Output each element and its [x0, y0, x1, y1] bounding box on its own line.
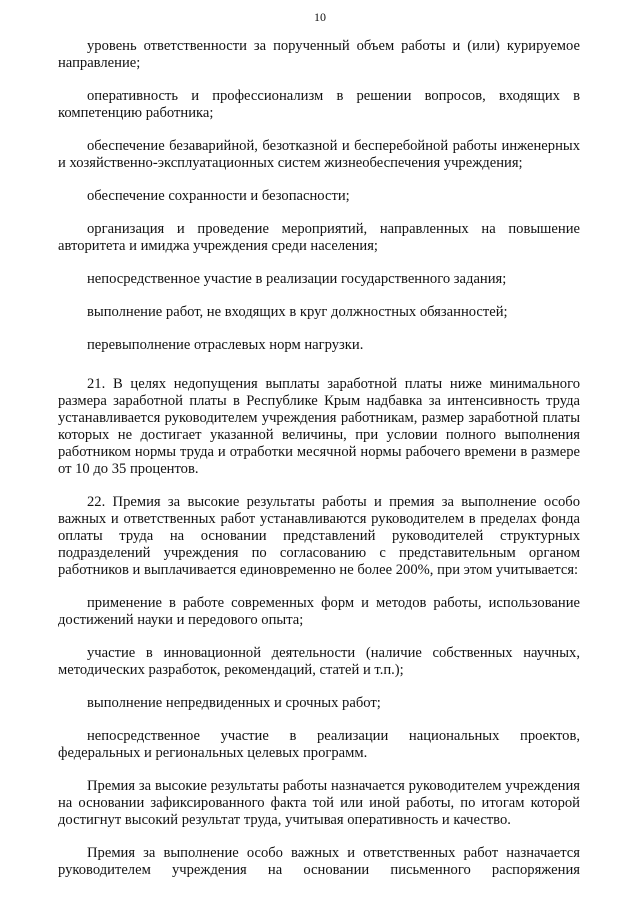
- paragraph-extra-duties: выполнение работ, не входящих в круг должностных обязанностей;: [87, 304, 508, 320]
- paragraph-urgent-work: выполнение непредвиденных и срочных работ;: [87, 695, 381, 711]
- paragraph-high-results-bonus: Премия за высокие результаты работы назначается руководителем учреждения на основании зафиксированного факта той или иной работы, по итогам которой достигнут высокий результат труда, учитывая оперативность и качество.: [58, 778, 580, 828]
- paragraph-clause-21: 21. В целях недопущения выплаты заработной платы ниже минимального размера заработной платы в Республике Крым надбавка за интенсивность труда устанавливается руководителем учреждения работникам, размер заработной платы которых не достигает указанной величины, при условии полного выполнения работником нормы труда и отработки месячной нормы рабочего времени в размере от 10 до 35 процентов.: [58, 376, 580, 477]
- paragraph-norm-overfulfillment: перевыполнение отраслевых норм нагрузки.: [87, 337, 364, 353]
- paragraph-responsibility-level: уровень ответственности за порученный объем работы и (или) курируемое направление;: [58, 38, 580, 71]
- paragraph-clause-22: 22. Премия за высокие результаты работы и премия за выполнение особо важных и ответственных работ устанавливаются руководителем в пределах фонда оплаты труда на основании представлений руководителей структурных подразделений учреждения по согласованию с представительным органом работников и выплачивается единовременно не более 200%, при этом учитывается:: [58, 494, 580, 578]
- paragraph-national-projects: непосредственное участие в реализации национальных проектов, федеральных и региональных целевых программ.: [58, 728, 580, 761]
- paragraph-important-work-bonus: Премия за выполнение особо важных и ответственных работ назначается руководителем учреждения на основании письменного распоряжения: [58, 845, 580, 878]
- paragraph-events: организация и проведение мероприятий, направленных на повышение авторитета и имиджа учреждения среди населения;: [58, 221, 580, 254]
- paragraph-efficiency: оперативность и профессионализм в решении вопросов, входящих в компетенцию работника;: [58, 88, 580, 121]
- paragraph-accident-free-operation: обеспечение безаварийной, безотказной и бесперебойной работы инженерных и хозяйственно-эксплуатационных систем жизнеобеспечения учреждения;: [58, 138, 580, 171]
- paragraph-modern-methods: применение в работе современных форм и методов работы, использование достижений науки и передового опыта;: [58, 595, 580, 628]
- paragraph-innovation: участие в инновационной деятельности (наличие собственных научных, методических разработок, рекомендаций, статей и т.п.);: [58, 645, 580, 678]
- paragraph-safety: обеспечение сохранности и безопасности;: [87, 188, 350, 204]
- paragraph-state-task: непосредственное участие в реализации государственного задания;: [87, 271, 507, 287]
- document-body: [58, 38, 580, 879]
- page-number: 10: [314, 10, 326, 24]
